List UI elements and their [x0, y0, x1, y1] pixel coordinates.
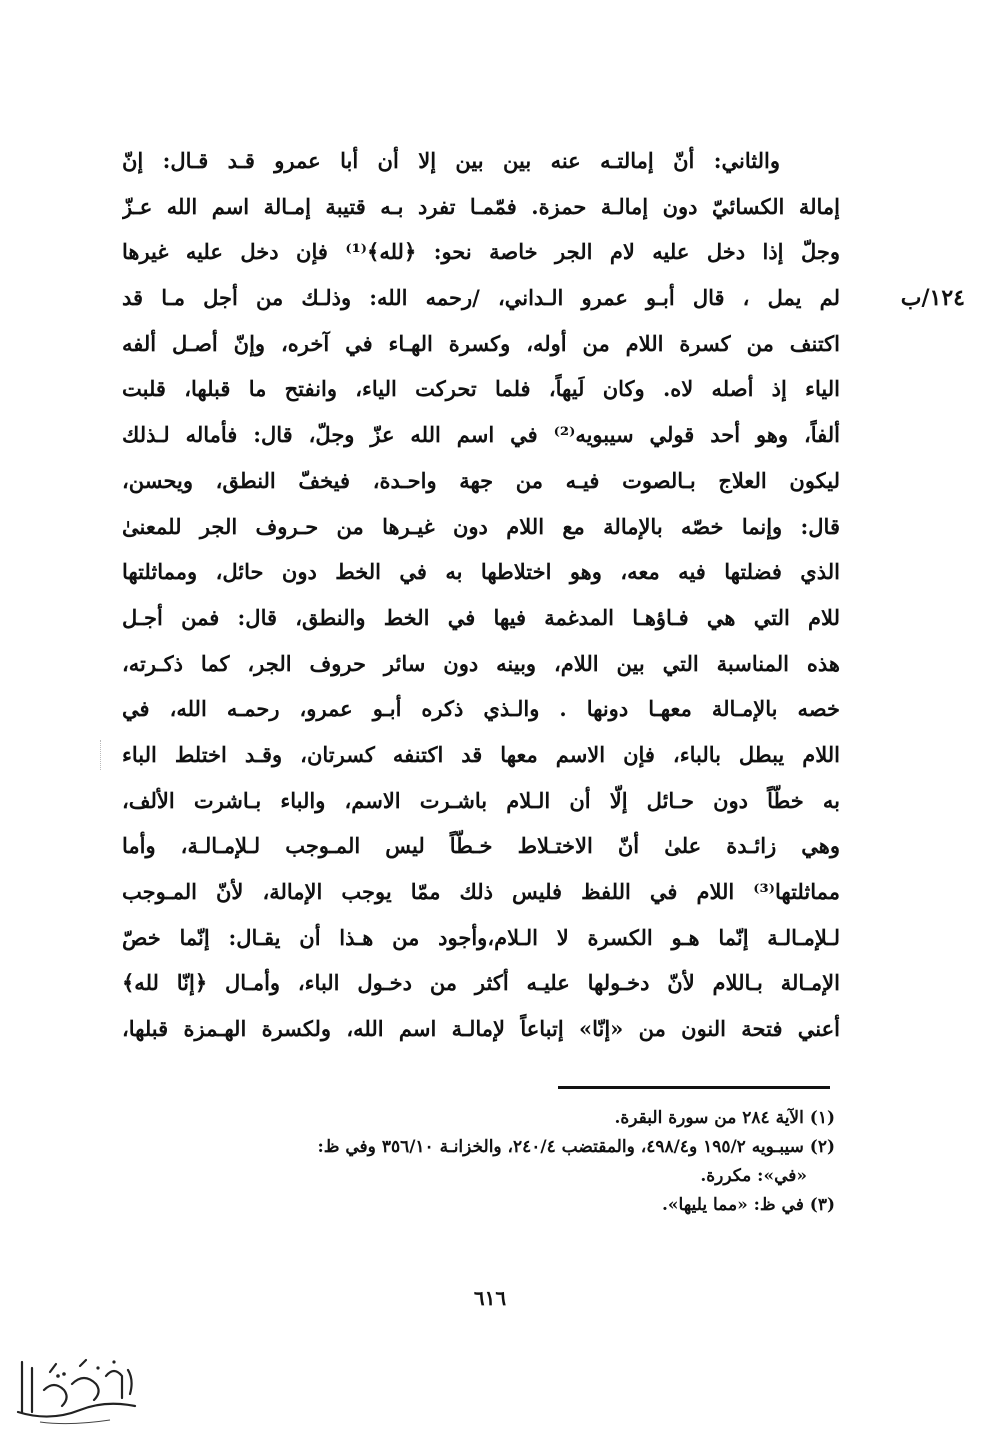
text-line: الإمـالة بـاللام لأنّ دخـولها عليـه أكثر من دخـول الباء، وأمـال ﴿إنّا لله﴾: [122, 970, 840, 996]
footnotes-block: [135, 1104, 835, 1220]
text-line: اللام يبطل بالباء، فإن الاسم معها قد اكتنفه كسرتان، وقـد اختلط الباء: [122, 741, 840, 767]
footnote-2-continuation: «في»: مكررة.: [700, 1166, 807, 1186]
calligraphy-logo-icon: [10, 1350, 145, 1430]
main-text-block: [122, 138, 840, 1052]
text-line: أعني فتحة النون من «إنّا» إتباعاً لإمالـة اسم الله، ولكسرة الهـمزة قبلها،: [122, 1016, 840, 1042]
footnote-separator: [558, 1086, 830, 1089]
text-line: للام التي هي فـاؤهـا المدغمة فيها في الخط والنطق، قال: فمن أجـل: [122, 604, 840, 630]
text-line: إمالة الكسائيّ دون إمالـة حمزة. فمّمـا تفرد بـه قتيبة إمـالة اسم الله عـزّ: [122, 193, 840, 219]
text-line: لـلإمـالـة إنّما هـو الكسرة لا الـلام،وأجود من هـذا أن يقـال: إنّما خصّ: [122, 924, 840, 950]
text-line: والثاني: أنّ إمالتـه عنه بين بين إلا أن أبا عمرو قـد قـال: إنّ: [122, 148, 780, 173]
text-line: الذي فضلتها فيه معه، وهو اختلاطها به في الخط دون حائل، ومماثلتها: [122, 559, 840, 585]
text-line: قال: وإنما خصّه بالإمالة مع اللام دون غيـرها من حـروف الجر للمعنىٰ: [122, 513, 840, 539]
footnote-1: (١) الآية ٢٨٤ من سورة البقرة.: [614, 1108, 835, 1128]
text-line: خصه بالإمـالة معهـا دونها . والـذي ذكره أبـو عمرو، رحمـه الله، في: [122, 696, 840, 722]
text-line: به خطّاً دون حـائل إلّا أن الـلام باشـرت الاسم، والباء بـاشرت الألف،: [122, 787, 840, 813]
text-line: اكتنف من كسرة اللام من أوله، وكسرة الهـاء في آخره، وإنّ أصـل ألفه: [122, 330, 840, 356]
text-line: ألفاً، وهو أحد قولي سيبويه⁽²⁾ في اسم الله عزّ وجلّ، قال: فأماله لـذلك: [122, 422, 840, 448]
text-line: وهي زائـدة علىٰ أنّ الاختـلاط خـطّاً ليس المـوجب لـلإمـالـة، وأما: [122, 833, 840, 859]
footnote-2: (٢) سيبـويه ١٩٥/٢ و٤٩٨/٤، والمقتضب ٢٤٠/٤، والخزانـة ٣٥٦/١٠ وفي ظ:: [317, 1137, 835, 1157]
text-line: لم يمل ، قال أبـو عمرو الـداني، /رحمه الله: وذلـك من أجل مـا قد: [122, 285, 840, 311]
manuscript-folio-marker: ١٢٤/ب: [900, 285, 965, 311]
text-line: الياء إذ أصله لاه. وكان لَيهاً، فلما تحركت الياء، وانفتح ما قبلها، قلبت: [122, 376, 840, 402]
footnote-3: (٣) في ظ: «مما يليها».: [662, 1195, 835, 1215]
text-line: مماثلتها⁽³⁾ اللام في اللفظ فليس ذلك ممّا يوجب الإمالة، لأنّ المـوجب: [122, 879, 840, 904]
text-line: ليكون العلاج بـالصوت فيـه من جهة واحـدة، فيخفّ النطق، ويحسن،: [122, 467, 840, 493]
text-line: هذه المناسبة التي بين اللام، وبينه دون سائر حروف الجر، كما ذكـرته،: [122, 650, 840, 676]
scan-artifact: [100, 740, 105, 770]
page-number: ٦١٦: [473, 1286, 507, 1310]
text-line: وجلّ إذا دخل عليه لام الجر خاصة نحو: ﴿لله﴾⁽¹⁾ فإن دخل عليه غيرها: [122, 239, 840, 265]
